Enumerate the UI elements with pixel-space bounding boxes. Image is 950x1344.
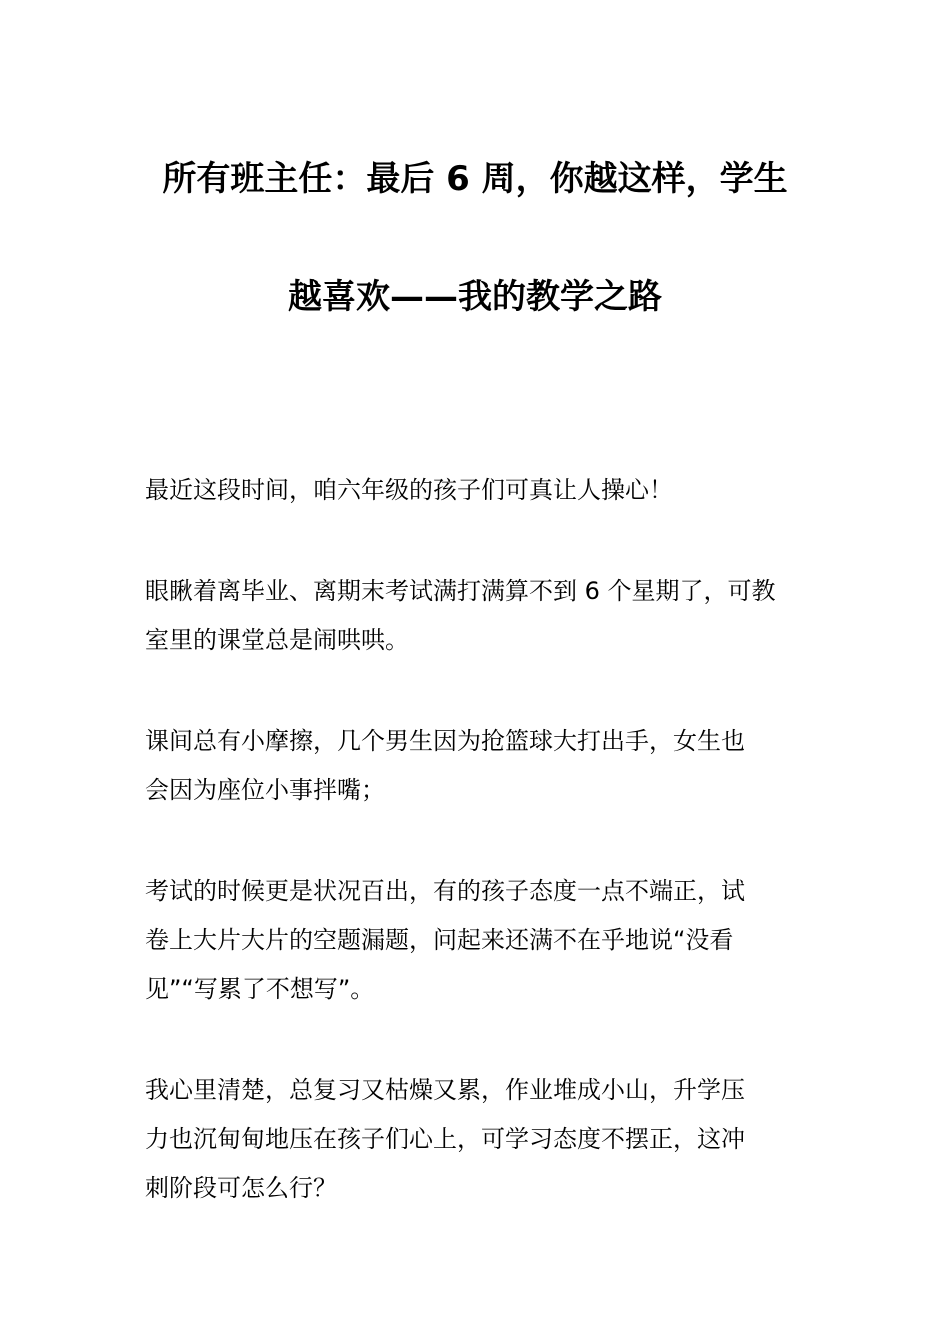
paragraph-4 (145, 867, 807, 1014)
paragraph-line: 室里的课堂总是闹哄哄。 (145, 626, 409, 654)
paragraph-line: 卷上大片大片的空题漏题，问起来还满不在乎地说“没看 (145, 926, 734, 954)
paragraph-line: 会因为座位小事拌嘴； (145, 776, 385, 804)
paragraph-1 (145, 466, 807, 515)
paragraph-line: 课间总有小摩擦，几个男生因为抢篮球大打出手，女生也 (145, 727, 745, 755)
title-line-2: 越喜欢——我的教学之路 (288, 277, 662, 317)
paragraph-line: 最近这段时间，咱六年级的孩子们可真让人操心！ (145, 476, 673, 504)
paragraph-line: 考试的时候更是状况百出，有的孩子态度一点不端正，试 (145, 877, 745, 905)
paragraph-line: 见”“写累了不想写”。 (145, 975, 375, 1003)
paragraph-2 (145, 567, 807, 665)
document-title (145, 150, 805, 326)
paragraph-line: 刺阶段可怎么行？ (145, 1174, 337, 1202)
paragraph-line: 力也沉甸甸地压在孩子们心上，可学习态度不摆正，这冲 (145, 1125, 745, 1153)
document-body (145, 466, 807, 1265)
paragraph-line: 我心里清楚，总复习又枯燥又累，作业堆成小山，升学压 (145, 1076, 745, 1104)
paragraph-5 (145, 1066, 807, 1213)
paragraph-line: 眼瞅着离毕业、离期末考试满打满算不到 6 个星期了，可教 (145, 577, 776, 605)
paragraph-3 (145, 717, 807, 815)
title-line-1: 所有班主任：最后 6 周，你越这样，学生 (162, 159, 788, 199)
